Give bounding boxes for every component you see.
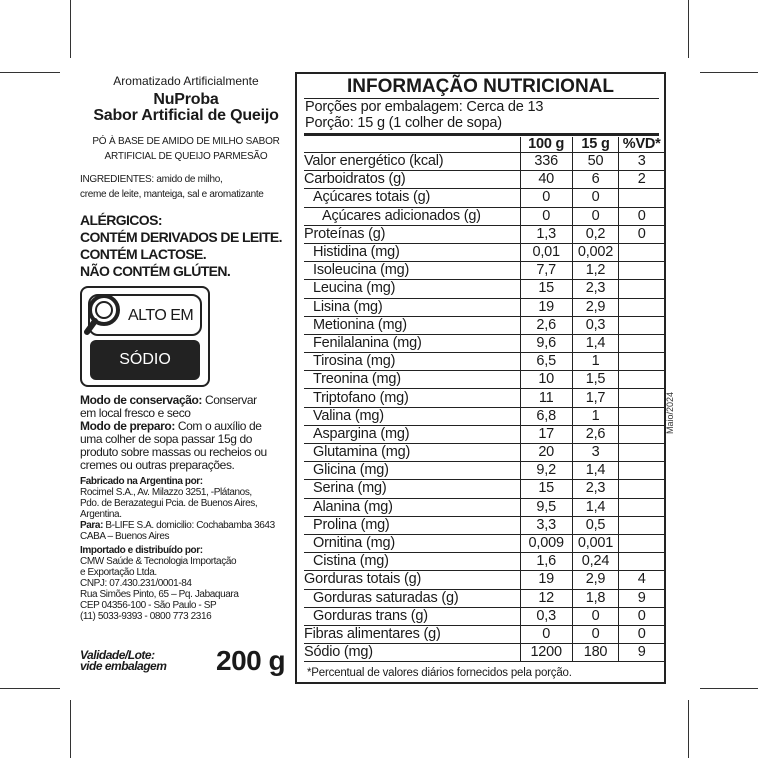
nutrient-value: 0,3 bbox=[520, 607, 572, 625]
nutrient-value bbox=[619, 480, 664, 498]
nutrient-value: 0 bbox=[572, 607, 619, 625]
importado-line: CNPJ: 07.430.231/0001-84 bbox=[80, 578, 192, 589]
nutrient-name: Treonina (mg) bbox=[304, 371, 520, 389]
nutrient-value: 3 bbox=[572, 444, 619, 462]
nutrient-name: Açúcares adicionados (g) bbox=[304, 207, 520, 225]
nutrient-value: 1200 bbox=[520, 644, 572, 662]
table-row bbox=[304, 571, 664, 589]
nutrient-name: Isoleucina (mg) bbox=[304, 262, 520, 280]
crop-mark bbox=[70, 700, 71, 758]
nutrient-value: 1,4 bbox=[572, 462, 619, 480]
nutrient-value: 9,5 bbox=[520, 498, 572, 516]
nutrient-name: Proteínas (g) bbox=[304, 225, 520, 243]
nutrient-value: 0 bbox=[619, 625, 664, 643]
validade-lote bbox=[80, 650, 166, 672]
nutrient-name: Sódio (mg) bbox=[304, 644, 520, 662]
nutrient-value: 15 bbox=[520, 480, 572, 498]
table-row bbox=[304, 425, 664, 443]
nutrient-value: 40 bbox=[520, 171, 572, 189]
nutrient-value: 0,002 bbox=[572, 243, 619, 261]
nutrient-name: Ornitina (mg) bbox=[304, 534, 520, 552]
fabricado-line: Argentina. bbox=[80, 509, 122, 520]
nutrient-name: Histidina (mg) bbox=[304, 243, 520, 261]
brand-name: NuProba bbox=[153, 91, 219, 108]
importado-line: CMW Saúde & Tecnologia Importação bbox=[80, 556, 237, 567]
nutrient-value: 2,6 bbox=[520, 316, 572, 334]
table-row bbox=[304, 316, 664, 334]
nutrient-value: 12 bbox=[520, 589, 572, 607]
nutrient-value bbox=[619, 262, 664, 280]
preparo-label: Modo de preparo: bbox=[80, 419, 175, 433]
nutrient-value: 0 bbox=[572, 189, 619, 207]
nutrient-value: 17 bbox=[520, 425, 572, 443]
crop-mark bbox=[688, 700, 689, 758]
table-row bbox=[304, 153, 664, 171]
nutrient-value: 0,24 bbox=[572, 553, 619, 571]
nutrient-value: 9 bbox=[619, 589, 664, 607]
usage-instructions bbox=[80, 394, 275, 622]
column-header: 15 g bbox=[572, 137, 619, 153]
nutrient-value bbox=[619, 516, 664, 534]
nutrient-value bbox=[619, 407, 664, 425]
nutrient-name: Prolina (mg) bbox=[304, 516, 520, 534]
nutrient-value: 1,7 bbox=[572, 389, 619, 407]
nutrient-value: 6,8 bbox=[520, 407, 572, 425]
nutrient-value: 2,9 bbox=[572, 571, 619, 589]
conservacao-label: Modo de conservação: bbox=[80, 393, 203, 407]
nutrient-value: 1,2 bbox=[572, 262, 619, 280]
crop-mark bbox=[0, 688, 60, 689]
nutrient-name: Tirosina (mg) bbox=[304, 353, 520, 371]
nutrient-name: Valor energético (kcal) bbox=[304, 153, 520, 171]
magnifier-icon bbox=[84, 290, 124, 336]
nutrient-value bbox=[619, 498, 664, 516]
footnote: *Percentual de valores diários fornecidos pela porção. bbox=[307, 667, 572, 679]
table-row bbox=[304, 589, 664, 607]
preparo-text: uma colher de sopa passar 15g do bbox=[80, 432, 252, 446]
table-row bbox=[304, 243, 664, 261]
table-row bbox=[304, 516, 664, 534]
porcao-text: Porção: 15 g (1 colher de sopa) bbox=[305, 115, 502, 131]
nutrient-value: 1,6 bbox=[520, 553, 572, 571]
nutrient-value bbox=[619, 353, 664, 371]
allergen-line: CONTÉM LACTOSE. bbox=[80, 246, 207, 262]
nutrient-value bbox=[619, 389, 664, 407]
table-row bbox=[304, 498, 664, 516]
nutrient-value: 15 bbox=[520, 280, 572, 298]
nutrient-name: Valina (mg) bbox=[304, 407, 520, 425]
nutrient-value: 0 bbox=[619, 225, 664, 243]
nutrient-value: 0,009 bbox=[520, 534, 572, 552]
importado-label: Importado e distribuído por: bbox=[80, 545, 203, 556]
importado-line: e Exportação Ltda. bbox=[80, 567, 157, 578]
nutrient-value: 2 bbox=[619, 171, 664, 189]
crop-mark bbox=[700, 688, 758, 689]
manufacturer-info bbox=[80, 476, 275, 622]
aromatizado-text: Aromatizado Artificialmente bbox=[113, 74, 259, 88]
nutrient-value bbox=[619, 534, 664, 552]
description-line: ARTIFICIAL DE QUEIJO PARMESÃO bbox=[104, 151, 268, 162]
allergen-line: NÃO CONTÉM GLÚTEN. bbox=[80, 263, 231, 279]
nutrient-value: 20 bbox=[520, 444, 572, 462]
nutrient-name: Gorduras trans (g) bbox=[304, 607, 520, 625]
table-row bbox=[304, 625, 664, 643]
nutrient-value: 1,8 bbox=[572, 589, 619, 607]
nutrient-value: 0,001 bbox=[572, 534, 619, 552]
nutrient-value: 9,2 bbox=[520, 462, 572, 480]
porcoes-text: Porções por embalagem: Cerca de 13 bbox=[305, 99, 544, 115]
product-name: Sabor Artificial de Queijo bbox=[93, 107, 279, 124]
nutrient-value: 50 bbox=[572, 153, 619, 171]
validade-line: Validade/Lote: bbox=[80, 648, 155, 662]
nutrient-value: 1,4 bbox=[572, 334, 619, 352]
table-row bbox=[304, 389, 664, 407]
fabricado-line: Pdo. de Berazategui Pcia. de Buenos Aires, bbox=[80, 498, 258, 509]
nutrient-value: 0 bbox=[619, 207, 664, 225]
nutrient-value: 6,5 bbox=[520, 353, 572, 371]
table-row bbox=[304, 171, 664, 189]
nutrient-name: Fenilalanina (mg) bbox=[304, 334, 520, 352]
nutrient-name: Lisina (mg) bbox=[304, 298, 520, 316]
importado-line: CEP 04356-100 - São Paulo - SP bbox=[80, 600, 217, 611]
table-header-row bbox=[304, 137, 664, 153]
nutrient-value: 1,5 bbox=[572, 371, 619, 389]
nutrient-value: 1,3 bbox=[520, 225, 572, 243]
crop-mark bbox=[700, 72, 758, 73]
warning-top-label: ALTO EM bbox=[128, 307, 194, 324]
fabricado-line: Rocimel S.A., Av. Milazzo 3251, -Plátanos, bbox=[80, 487, 252, 498]
table-row bbox=[304, 207, 664, 225]
allergen-line: ALÉRGICOS: bbox=[80, 212, 162, 228]
nutrient-name: Leucina (mg) bbox=[304, 280, 520, 298]
preparo-text: Com o auxílio de bbox=[174, 419, 262, 433]
nutrient-value: 19 bbox=[520, 298, 572, 316]
warning-bottom-label: SÓDIO bbox=[90, 340, 200, 380]
nutrient-value: 3 bbox=[619, 153, 664, 171]
nutrient-value bbox=[619, 280, 664, 298]
ingredients-line: creme de leite, manteiga, sal e aromatizante bbox=[80, 189, 264, 200]
table-row bbox=[304, 607, 664, 625]
preparo-text: cremes ou outras preparações. bbox=[80, 458, 235, 472]
nutrient-name: Gorduras saturadas (g) bbox=[304, 589, 520, 607]
column-header: %VD* bbox=[619, 137, 664, 153]
table-row bbox=[304, 189, 664, 207]
nutrient-value bbox=[619, 371, 664, 389]
nutrient-value bbox=[619, 553, 664, 571]
nutrient-value: 1,4 bbox=[572, 498, 619, 516]
table-row bbox=[304, 280, 664, 298]
nutrient-value: 6 bbox=[572, 171, 619, 189]
table-row bbox=[304, 225, 664, 243]
table-row bbox=[304, 407, 664, 425]
nutrient-value: 0 bbox=[572, 625, 619, 643]
nutrient-name: Aspargina (mg) bbox=[304, 425, 520, 443]
nutrient-value: 0,2 bbox=[572, 225, 619, 243]
importado-line: (11) 5033-9393 - 0800 773 2316 bbox=[80, 611, 212, 622]
table-row bbox=[304, 534, 664, 552]
nutrition-title: INFORMAÇÃO NUTRICIONAL bbox=[346, 76, 615, 97]
table-row bbox=[304, 371, 664, 389]
nutrient-name: Metionina (mg) bbox=[304, 316, 520, 334]
nutrient-value: 2,3 bbox=[572, 480, 619, 498]
nutrient-table bbox=[304, 137, 664, 662]
nutrient-value: 2,3 bbox=[572, 280, 619, 298]
nutrient-value: 0 bbox=[520, 207, 572, 225]
nutrient-value bbox=[619, 243, 664, 261]
importado-line: Rua Simões Pinto, 65 – Pq. Jabaquara bbox=[80, 589, 239, 600]
nutrient-value: 1 bbox=[572, 353, 619, 371]
nutrient-name: Glutamina (mg) bbox=[304, 444, 520, 462]
table-row bbox=[304, 298, 664, 316]
product-info-panel bbox=[80, 74, 292, 676]
revision-date: Maio/2024 bbox=[665, 391, 675, 434]
ingredients bbox=[80, 172, 292, 202]
nutrient-value: 9 bbox=[619, 644, 664, 662]
validade-line: vide embalagem bbox=[80, 659, 167, 673]
para-text: B-LIFE S.A. domicilio: Cochabamba 3643 bbox=[103, 520, 275, 531]
table-row bbox=[304, 262, 664, 280]
ingredients-line: INGREDIENTES: amido de milho, bbox=[80, 174, 223, 185]
nutrient-value bbox=[619, 189, 664, 207]
table-row bbox=[304, 444, 664, 462]
nutrient-value bbox=[619, 298, 664, 316]
nutrient-value: 2,9 bbox=[572, 298, 619, 316]
product-description bbox=[80, 134, 292, 164]
conservacao-text: em local fresco e seco bbox=[80, 406, 191, 420]
nutrient-value: 10 bbox=[520, 371, 572, 389]
net-weight: 200 g bbox=[216, 645, 286, 676]
table-row bbox=[304, 644, 664, 662]
table-row bbox=[304, 480, 664, 498]
nutrition-facts-table bbox=[295, 72, 666, 684]
nutrient-name: Cistina (mg) bbox=[304, 553, 520, 571]
table-row bbox=[304, 353, 664, 371]
description-line: PÓ À BASE DE AMIDO DE MILHO SABOR bbox=[92, 136, 280, 147]
para-text: CABA – Buenos Aires bbox=[80, 531, 170, 542]
nutrient-value bbox=[619, 462, 664, 480]
nutrient-value: 3,3 bbox=[520, 516, 572, 534]
nutrient-value: 2,6 bbox=[572, 425, 619, 443]
nutrient-value: 180 bbox=[572, 644, 619, 662]
column-header bbox=[304, 137, 520, 153]
nutrient-value: 9,6 bbox=[520, 334, 572, 352]
fabricado-label: Fabricado na Argentina por: bbox=[80, 476, 203, 487]
allergen-line: CONTÉM DERIVADOS DE LEITE. bbox=[80, 229, 282, 245]
nutrient-name: Triptofano (mg) bbox=[304, 389, 520, 407]
nutrient-value: 0,01 bbox=[520, 243, 572, 261]
nutrient-value: 0 bbox=[572, 207, 619, 225]
crop-mark bbox=[0, 72, 60, 73]
nutrient-name: Gorduras totais (g) bbox=[304, 571, 520, 589]
nutrient-name: Serina (mg) bbox=[304, 480, 520, 498]
table-row bbox=[304, 553, 664, 571]
nutrient-name: Alanina (mg) bbox=[304, 498, 520, 516]
nutrient-value bbox=[619, 316, 664, 334]
nutrient-value bbox=[619, 334, 664, 352]
nutrient-value: 336 bbox=[520, 153, 572, 171]
nutrient-value: 4 bbox=[619, 571, 664, 589]
allergens bbox=[80, 212, 292, 280]
nutrient-value bbox=[619, 444, 664, 462]
nutrient-value: 0 bbox=[619, 607, 664, 625]
high-sodium-warning bbox=[80, 286, 210, 387]
nutrient-value: 1 bbox=[572, 407, 619, 425]
nutrient-name: Fibras alimentares (g) bbox=[304, 625, 520, 643]
nutrient-value: 7,7 bbox=[520, 262, 572, 280]
nutrient-value: 0,5 bbox=[572, 516, 619, 534]
nutrient-value: 0 bbox=[520, 625, 572, 643]
nutrient-value bbox=[619, 425, 664, 443]
nutrient-value: 11 bbox=[520, 389, 572, 407]
nutrient-value: 0 bbox=[520, 189, 572, 207]
nutrient-name: Glicina (mg) bbox=[304, 462, 520, 480]
nutrient-name: Açúcares totais (g) bbox=[304, 189, 520, 207]
column-header: 100 g bbox=[520, 137, 572, 153]
nutrient-value: 19 bbox=[520, 571, 572, 589]
nutrient-value: 0,3 bbox=[572, 316, 619, 334]
conservacao-text: Conservar bbox=[202, 393, 257, 407]
para-label: Para: bbox=[80, 520, 104, 531]
table-row bbox=[304, 462, 664, 480]
table-row bbox=[304, 334, 664, 352]
crop-mark bbox=[70, 0, 71, 58]
preparo-text: produto sobre massas ou recheios ou bbox=[80, 445, 267, 459]
crop-mark bbox=[688, 0, 689, 58]
nutrient-name: Carboidratos (g) bbox=[304, 171, 520, 189]
